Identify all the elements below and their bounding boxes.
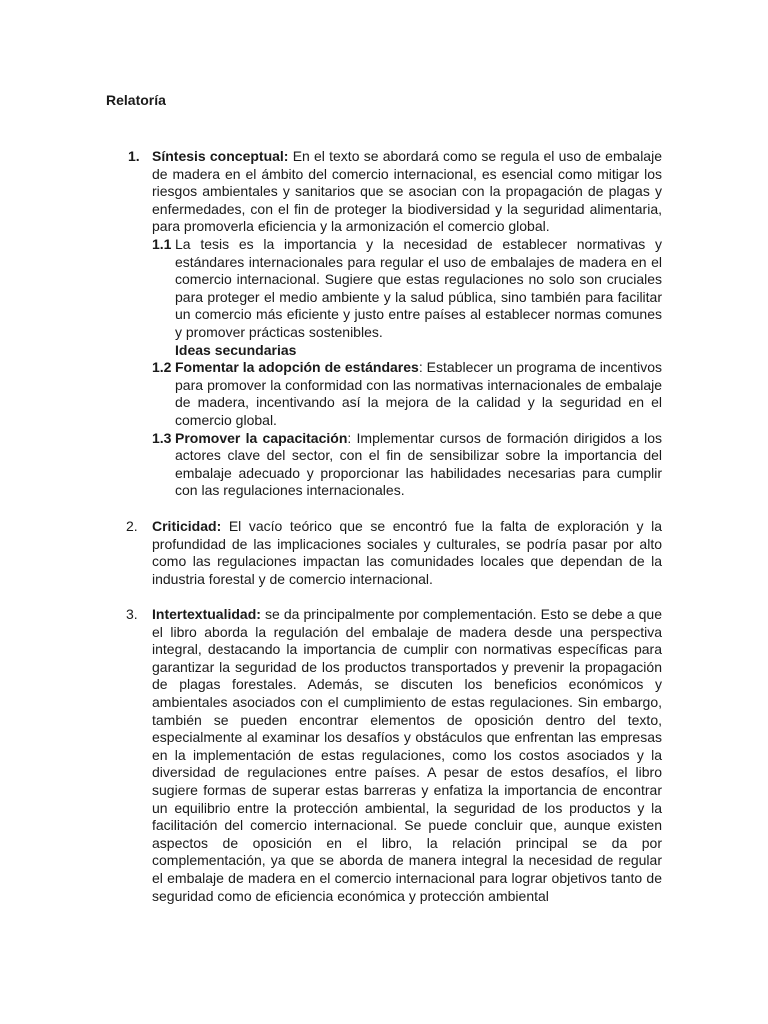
subpoint-paragraph	[175, 359, 662, 429]
subpoint-paragraph	[175, 430, 662, 500]
section-text: En el texto se abordará como se regula el uso de embalaje de madera en el ámbito del comercio internacional, es esencial como mitigar los riesgos ambientales y sanitarios que se asocian con la propagación de plagas y enfermedades, con el fin de proteger la biodiversidad y la seguridad alimentaria, para promoverla eficiencia y la armonización el comercio global.	[152, 148, 662, 235]
subpoint-text: : Implementar cursos de formación dirigidos a los actores clave del sector, con el fin de sensibilizar sobre la importancia del embalaje adecuado y proporcionar las habilidades necesarias para cumplir con las regulaciones internacionales.	[175, 429, 662, 499]
section-3	[126, 606, 662, 905]
subpoint-number: 1.2	[152, 359, 172, 376]
section-heading: Criticidad:	[152, 518, 222, 534]
section-heading: Síntesis conceptual:	[152, 148, 289, 164]
section-paragraph	[152, 518, 662, 588]
subpoint-heading: Promover la capacitación	[175, 429, 348, 446]
subpoint-1-3	[152, 430, 662, 500]
section-1	[128, 148, 662, 500]
section-heading: Intertextualidad:	[152, 606, 261, 622]
ideas-secundarias-heading: Ideas secundarias	[175, 341, 297, 358]
section-paragraph	[152, 606, 662, 905]
section-number: 2.	[126, 518, 138, 534]
subpoint-text: La tesis es la importancia y la necesidad de establecer normativas y estándares internacionales para regular el uso de embalajes de madera en el comercio internacional. Sugiere que estas regulaciones no solo son cruciales para proteger el medio ambiente y la salud pública, sino también para facilitar un comercio más eficiente y justo entre países al establecer normas comunes y promover prácticas sostenibles.	[175, 235, 662, 340]
subpoint-number: 1.1	[152, 235, 172, 252]
subpoint-1-1	[152, 236, 662, 342]
subpoint-1-2	[152, 359, 662, 429]
subpoint-text: : Establecer un programa de incentivos para promover la conformidad con las normativas internacionales de embalaje de madera, incentivando así la mejora de la calidad y la seguridad en el comercio global.	[175, 359, 662, 428]
section-2	[126, 518, 663, 588]
section-number: 1.	[128, 148, 140, 164]
section-text: El vacío teórico que se encontró fue la falta de exploración y la profundidad de las implicaciones sociales y culturales, se podría pasar por alto como las regulaciones impactan las comunidades locales que dependan de la industria forestal y de comercio internacional.	[152, 518, 663, 587]
section-text: se da principalmente por complementación. Esto se debe a que el libro aborda la regulación del embalaje de madera desde una perspectiva integral, destacando la importancia de cumplir con normativas específicas para garantizar la seguridad de los productos transportados y prevenir la propagación de plagas forestales. Además, se discuten los beneficios económicos y ambientales asociados con el cumplimiento de estas regulaciones. Sin embargo, también se pueden encontrar elementos de oposición dentro del texto, especialmente al examinar los desafíos y obstáculos que enfrentan las empresas en la implementación de estas regulaciones, como los costos asociados y la diversidad de regulaciones entre países. A pesar de estos desafíos, el libro sugiere formas de superar estas barreras y enfatiza la importancia de encontrar un equilibrio entre la protección ambiental, la seguridad de los productos y la facilitación del comercio internacional. Se puede concluir que, aunque existen aspectos de oposición en el libro, la relación principal se da por complementación, ya que se aborda de manera integral la necesidad de regular el embalaje de madera en el comercio internacional para lograr objetivos tanto de seguridad como de eficiencia económica y protección ambiental	[152, 606, 662, 904]
section-paragraph	[152, 148, 662, 236]
section-number: 3.	[126, 606, 138, 622]
subpoint-heading: Fomentar la adopción de estándares	[175, 359, 419, 376]
subpoint-number: 1.3	[152, 429, 172, 446]
document-title: Relatoría	[106, 92, 166, 108]
